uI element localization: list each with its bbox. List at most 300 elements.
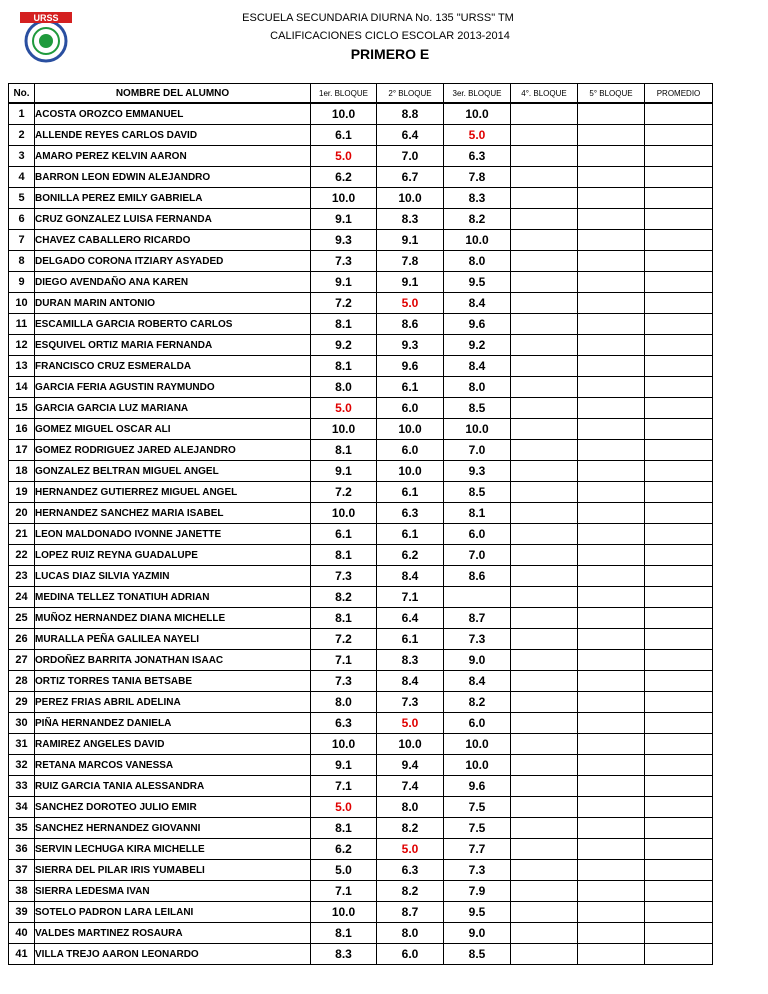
- grade-bloque-4: [511, 923, 578, 944]
- grade-bloque-5: [578, 524, 645, 545]
- student-number: 39: [9, 902, 35, 923]
- grade-bloque-3: 8.4: [444, 356, 511, 377]
- table-row: [9, 335, 713, 356]
- student-name: GARCIA FERIA AGUSTIN RAYMUNDO: [35, 377, 311, 398]
- col-header-bloque-3: 3er. BLOQUE: [444, 84, 511, 104]
- grade-bloque-2: 10.0: [377, 461, 444, 482]
- col-header-bloque-1: 1er. BLOQUE: [311, 84, 377, 104]
- table-row: [9, 209, 713, 230]
- table-row: [9, 398, 713, 419]
- grade-bloque-1: 5.0: [311, 860, 377, 881]
- student-number: 29: [9, 692, 35, 713]
- table-row: [9, 167, 713, 188]
- grade-bloque-2: 8.4: [377, 566, 444, 587]
- grade-bloque-2: 9.4: [377, 755, 444, 776]
- grade-bloque-2: 8.3: [377, 650, 444, 671]
- grade-bloque-2: 7.8: [377, 251, 444, 272]
- grade-bloque-5: [578, 440, 645, 461]
- grade-bloque-1: 8.1: [311, 356, 377, 377]
- student-number: 8: [9, 251, 35, 272]
- grade-bloque-3: 5.0: [444, 125, 511, 146]
- table-row: [9, 524, 713, 545]
- grade-bloque-1: 8.3: [311, 944, 377, 965]
- grade-bloque-5: [578, 629, 645, 650]
- grade-bloque-1: 9.2: [311, 335, 377, 356]
- grade-bloque-1: 8.0: [311, 692, 377, 713]
- grade-bloque-1: 8.1: [311, 545, 377, 566]
- student-number: 33: [9, 776, 35, 797]
- student-number: 31: [9, 734, 35, 755]
- grade-bloque-1: 7.1: [311, 776, 377, 797]
- grade-bloque-3: 8.4: [444, 671, 511, 692]
- grade-bloque-5: [578, 103, 645, 125]
- grade-bloque-2: 5.0: [377, 293, 444, 314]
- grade-bloque-2: 6.4: [377, 125, 444, 146]
- grade-bloque-1: 6.3: [311, 713, 377, 734]
- grade-bloque-1: 5.0: [311, 146, 377, 167]
- grade-promedio: [645, 125, 713, 146]
- grade-bloque-2: 7.0: [377, 146, 444, 167]
- grade-bloque-1: 8.1: [311, 818, 377, 839]
- grade-promedio: [645, 545, 713, 566]
- grade-bloque-1: 6.2: [311, 167, 377, 188]
- grade-promedio: [645, 167, 713, 188]
- grade-bloque-2: 8.2: [377, 818, 444, 839]
- student-name: ESQUIVEL ORTIZ MARIA FERNANDA: [35, 335, 311, 356]
- grade-bloque-5: [578, 209, 645, 230]
- grade-bloque-5: [578, 398, 645, 419]
- grade-promedio: [645, 293, 713, 314]
- grade-bloque-2: 5.0: [377, 839, 444, 860]
- table-row: [9, 713, 713, 734]
- grade-bloque-4: [511, 398, 578, 419]
- student-number: 13: [9, 356, 35, 377]
- grade-promedio: [645, 818, 713, 839]
- student-name: SANCHEZ DOROTEO JULIO EMIR: [35, 797, 311, 818]
- table-row: [9, 923, 713, 944]
- grade-bloque-4: [511, 734, 578, 755]
- grade-bloque-2: 9.1: [377, 272, 444, 293]
- grade-bloque-1: 8.0: [311, 377, 377, 398]
- grade-promedio: [645, 629, 713, 650]
- grade-bloque-2: 8.4: [377, 671, 444, 692]
- grade-promedio: [645, 482, 713, 503]
- student-name: BONILLA PEREZ EMILY GABRIELA: [35, 188, 311, 209]
- grade-bloque-1: 10.0: [311, 734, 377, 755]
- grade-bloque-4: [511, 125, 578, 146]
- grade-bloque-1: 10.0: [311, 188, 377, 209]
- grade-promedio: [645, 524, 713, 545]
- table-row: [9, 230, 713, 251]
- grade-bloque-3: 8.2: [444, 692, 511, 713]
- grade-bloque-3: 9.5: [444, 272, 511, 293]
- grade-promedio: [645, 881, 713, 902]
- grade-bloque-1: 9.3: [311, 230, 377, 251]
- grade-bloque-3: 7.3: [444, 629, 511, 650]
- grade-bloque-3: 7.5: [444, 818, 511, 839]
- grade-bloque-5: [578, 335, 645, 356]
- grade-promedio: [645, 755, 713, 776]
- grade-bloque-4: [511, 776, 578, 797]
- student-number: 11: [9, 314, 35, 335]
- grade-bloque-3: 7.3: [444, 860, 511, 881]
- grade-bloque-1: 8.1: [311, 608, 377, 629]
- grade-promedio: [645, 692, 713, 713]
- grade-bloque-5: [578, 251, 645, 272]
- table-row: [9, 461, 713, 482]
- student-number: 41: [9, 944, 35, 965]
- student-name: SOTELO PADRON LARA LEILANI: [35, 902, 311, 923]
- school-name: ESCUELA SECUNDARIA DIURNA No. 135 "URSS" TM: [242, 12, 514, 24]
- grade-bloque-5: [578, 608, 645, 629]
- student-name: FRANCISCO CRUZ ESMERALDA: [35, 356, 311, 377]
- student-name: CRUZ GONZALEZ LUISA FERNANDA: [35, 209, 311, 230]
- grade-bloque-1: 7.3: [311, 671, 377, 692]
- grade-bloque-1: 7.1: [311, 881, 377, 902]
- grade-bloque-2: 8.7: [377, 902, 444, 923]
- student-number: 40: [9, 923, 35, 944]
- student-number: 38: [9, 881, 35, 902]
- grade-bloque-3: 8.5: [444, 398, 511, 419]
- student-number: 19: [9, 482, 35, 503]
- table-row: [9, 545, 713, 566]
- grade-bloque-3: 8.1: [444, 503, 511, 524]
- grade-promedio: [645, 440, 713, 461]
- grade-bloque-3: 7.0: [444, 440, 511, 461]
- grade-bloque-3: 9.0: [444, 650, 511, 671]
- grade-bloque-2: 6.1: [377, 377, 444, 398]
- grade-bloque-2: 8.8: [377, 103, 444, 125]
- student-number: 20: [9, 503, 35, 524]
- grade-promedio: [645, 608, 713, 629]
- table-row: [9, 293, 713, 314]
- grade-bloque-4: [511, 356, 578, 377]
- grade-promedio: [645, 398, 713, 419]
- grade-promedio: [645, 587, 713, 608]
- grade-bloque-5: [578, 776, 645, 797]
- student-name: RAMIREZ ANGELES DAVID: [35, 734, 311, 755]
- student-number: 34: [9, 797, 35, 818]
- table-row: [9, 839, 713, 860]
- grade-bloque-3: 6.3: [444, 146, 511, 167]
- grade-bloque-2: 8.0: [377, 923, 444, 944]
- table-row: [9, 503, 713, 524]
- grade-bloque-1: 6.1: [311, 524, 377, 545]
- grade-bloque-4: [511, 650, 578, 671]
- grade-bloque-4: [511, 818, 578, 839]
- grade-bloque-4: [511, 755, 578, 776]
- grade-promedio: [645, 944, 713, 965]
- grade-bloque-4: [511, 440, 578, 461]
- table-row: [9, 881, 713, 902]
- student-name: PIÑA HERNANDEZ DANIELA: [35, 713, 311, 734]
- student-number: 14: [9, 377, 35, 398]
- table-row: [9, 419, 713, 440]
- student-number: 18: [9, 461, 35, 482]
- grade-bloque-4: [511, 608, 578, 629]
- table-row: [9, 734, 713, 755]
- grade-bloque-4: [511, 629, 578, 650]
- grade-bloque-5: [578, 419, 645, 440]
- grade-promedio: [645, 839, 713, 860]
- grade-bloque-5: [578, 734, 645, 755]
- grade-bloque-1: 5.0: [311, 797, 377, 818]
- grade-bloque-2: 6.4: [377, 608, 444, 629]
- student-number: 30: [9, 713, 35, 734]
- grade-bloque-2: 8.2: [377, 881, 444, 902]
- grade-bloque-1: 8.1: [311, 314, 377, 335]
- grade-bloque-3: 8.0: [444, 377, 511, 398]
- grade-bloque-5: [578, 692, 645, 713]
- grade-bloque-3: 7.7: [444, 839, 511, 860]
- grade-bloque-4: [511, 671, 578, 692]
- student-name: CHAVEZ CABALLERO RICARDO: [35, 230, 311, 251]
- grade-bloque-4: [511, 482, 578, 503]
- grade-bloque-1: 9.1: [311, 755, 377, 776]
- grade-bloque-3: 8.2: [444, 209, 511, 230]
- grade-bloque-5: [578, 566, 645, 587]
- grade-bloque-4: [511, 881, 578, 902]
- student-number: 4: [9, 167, 35, 188]
- grade-bloque-4: [511, 944, 578, 965]
- grade-bloque-3: 7.0: [444, 545, 511, 566]
- grade-bloque-1: 7.2: [311, 293, 377, 314]
- student-name: SIERRA DEL PILAR IRIS YUMABELI: [35, 860, 311, 881]
- grade-bloque-5: [578, 881, 645, 902]
- grade-bloque-1: 7.2: [311, 629, 377, 650]
- grade-bloque-3: 8.4: [444, 293, 511, 314]
- student-number: 6: [9, 209, 35, 230]
- grade-bloque-1: 10.0: [311, 103, 377, 125]
- table-row: [9, 692, 713, 713]
- grade-promedio: [645, 713, 713, 734]
- student-number: 24: [9, 587, 35, 608]
- grade-bloque-1: 10.0: [311, 503, 377, 524]
- grade-bloque-5: [578, 272, 645, 293]
- student-name: VALDES MARTINEZ ROSAURA: [35, 923, 311, 944]
- grade-bloque-4: [511, 524, 578, 545]
- grade-bloque-5: [578, 482, 645, 503]
- grade-bloque-4: [511, 230, 578, 251]
- student-name: LOPEZ RUIZ REYNA GUADALUPE: [35, 545, 311, 566]
- grade-bloque-5: [578, 944, 645, 965]
- grade-bloque-1: 8.2: [311, 587, 377, 608]
- grade-promedio: [645, 146, 713, 167]
- table-row: [9, 818, 713, 839]
- grade-promedio: [645, 461, 713, 482]
- grade-bloque-5: [578, 377, 645, 398]
- student-name: BARRON LEON EDWIN ALEJANDRO: [35, 167, 311, 188]
- grade-bloque-2: 9.3: [377, 335, 444, 356]
- col-header-no: No.: [9, 84, 35, 104]
- grade-bloque-2: 7.1: [377, 587, 444, 608]
- table-row: [9, 103, 713, 125]
- table-row: [9, 650, 713, 671]
- table-row: [9, 944, 713, 965]
- student-number: 23: [9, 566, 35, 587]
- grade-bloque-1: 9.1: [311, 461, 377, 482]
- grade-bloque-4: [511, 167, 578, 188]
- report-subtitle: CALIFICACIONES CICLO ESCOLAR 2013-2014: [270, 30, 510, 42]
- grade-bloque-2: 6.7: [377, 167, 444, 188]
- grade-bloque-5: [578, 860, 645, 881]
- student-number: 21: [9, 524, 35, 545]
- grade-bloque-5: [578, 230, 645, 251]
- grade-bloque-4: [511, 272, 578, 293]
- grade-bloque-3: 9.3: [444, 461, 511, 482]
- grade-bloque-1: 9.1: [311, 209, 377, 230]
- table-header-row: [9, 84, 713, 104]
- grade-bloque-3: 8.0: [444, 251, 511, 272]
- table-row: [9, 776, 713, 797]
- grade-bloque-3: 8.5: [444, 944, 511, 965]
- student-number: 22: [9, 545, 35, 566]
- grade-bloque-1: 10.0: [311, 902, 377, 923]
- grade-promedio: [645, 377, 713, 398]
- grade-bloque-5: [578, 188, 645, 209]
- student-number: 16: [9, 419, 35, 440]
- grade-promedio: [645, 923, 713, 944]
- grade-bloque-5: [578, 587, 645, 608]
- grade-bloque-3: 8.3: [444, 188, 511, 209]
- grade-bloque-4: [511, 335, 578, 356]
- grade-bloque-4: [511, 377, 578, 398]
- group-title: PRIMERO E: [350, 46, 430, 62]
- student-name: MUÑOZ HERNANDEZ DIANA MICHELLE: [35, 608, 311, 629]
- grade-bloque-2: 6.2: [377, 545, 444, 566]
- grade-bloque-4: [511, 461, 578, 482]
- student-name: AMARO PEREZ KELVIN AARON: [35, 146, 311, 167]
- grades-table: [8, 83, 713, 965]
- student-number: 35: [9, 818, 35, 839]
- student-name: PEREZ FRIAS ABRIL ADELINA: [35, 692, 311, 713]
- grade-promedio: [645, 734, 713, 755]
- student-name: GOMEZ MIGUEL OSCAR ALI: [35, 419, 311, 440]
- student-number: 12: [9, 335, 35, 356]
- student-number: 1: [9, 103, 35, 125]
- grade-bloque-5: [578, 650, 645, 671]
- student-number: 32: [9, 755, 35, 776]
- grade-promedio: [645, 503, 713, 524]
- grade-promedio: [645, 776, 713, 797]
- grade-bloque-5: [578, 356, 645, 377]
- grade-bloque-4: [511, 419, 578, 440]
- grade-bloque-1: 10.0: [311, 419, 377, 440]
- student-name: ORDOÑEZ BARRITA JONATHAN ISAAC: [35, 650, 311, 671]
- grade-bloque-4: [511, 314, 578, 335]
- grade-bloque-3: 10.0: [444, 103, 511, 125]
- table-row: [9, 482, 713, 503]
- grade-bloque-4: [511, 692, 578, 713]
- table-row: [9, 629, 713, 650]
- grade-bloque-1: 7.2: [311, 482, 377, 503]
- grade-bloque-4: [511, 251, 578, 272]
- student-number: 3: [9, 146, 35, 167]
- grade-bloque-2: 6.1: [377, 524, 444, 545]
- grade-bloque-5: [578, 818, 645, 839]
- student-name: SERVIN LECHUGA KIRA MICHELLE: [35, 839, 311, 860]
- grade-bloque-2: 10.0: [377, 419, 444, 440]
- student-name: DELGADO CORONA ITZIARY ASYADED: [35, 251, 311, 272]
- student-number: 2: [9, 125, 35, 146]
- grade-bloque-5: [578, 146, 645, 167]
- grade-promedio: [645, 566, 713, 587]
- grade-bloque-2: 10.0: [377, 188, 444, 209]
- grade-bloque-2: 5.0: [377, 713, 444, 734]
- grade-bloque-2: 8.3: [377, 209, 444, 230]
- grade-promedio: [645, 335, 713, 356]
- grade-bloque-4: [511, 713, 578, 734]
- grade-bloque-1: 9.1: [311, 272, 377, 293]
- grade-bloque-2: 8.6: [377, 314, 444, 335]
- student-name: HERNANDEZ SANCHEZ MARIA ISABEL: [35, 503, 311, 524]
- grade-promedio: [645, 650, 713, 671]
- grade-bloque-3: 7.9: [444, 881, 511, 902]
- grade-bloque-4: [511, 103, 578, 125]
- grade-promedio: [645, 103, 713, 125]
- grade-bloque-5: [578, 293, 645, 314]
- grade-promedio: [645, 356, 713, 377]
- table-row: [9, 608, 713, 629]
- col-header-bloque-4: 4°. BLOQUE: [511, 84, 578, 104]
- student-number: 9: [9, 272, 35, 293]
- logo-text: URSS: [33, 13, 59, 23]
- grade-bloque-5: [578, 839, 645, 860]
- grade-promedio: [645, 797, 713, 818]
- grade-bloque-4: [511, 839, 578, 860]
- grade-bloque-3: 9.6: [444, 314, 511, 335]
- student-name: ESCAMILLA GARCIA ROBERTO CARLOS: [35, 314, 311, 335]
- grade-bloque-1: 7.3: [311, 566, 377, 587]
- grade-bloque-3: 10.0: [444, 734, 511, 755]
- grade-bloque-5: [578, 167, 645, 188]
- grade-bloque-1: 6.2: [311, 839, 377, 860]
- grade-bloque-4: [511, 293, 578, 314]
- grade-bloque-3: 10.0: [444, 755, 511, 776]
- grade-bloque-2: 6.1: [377, 629, 444, 650]
- grade-bloque-5: [578, 503, 645, 524]
- grade-bloque-4: [511, 566, 578, 587]
- grade-bloque-4: [511, 188, 578, 209]
- grade-bloque-1: 7.1: [311, 650, 377, 671]
- student-name: MURALLA PEÑA GALILEA NAYELI: [35, 629, 311, 650]
- table-row: [9, 314, 713, 335]
- student-number: 17: [9, 440, 35, 461]
- student-name: RUIZ GARCIA TANIA ALESSANDRA: [35, 776, 311, 797]
- grades-body: [9, 103, 713, 965]
- grade-bloque-5: [578, 713, 645, 734]
- grade-bloque-2: 9.6: [377, 356, 444, 377]
- student-name: HERNANDEZ GUTIERREZ MIGUEL ANGEL: [35, 482, 311, 503]
- student-number: 28: [9, 671, 35, 692]
- grade-bloque-4: [511, 146, 578, 167]
- grade-bloque-5: [578, 461, 645, 482]
- grade-bloque-4: [511, 209, 578, 230]
- grade-promedio: [645, 209, 713, 230]
- student-number: 15: [9, 398, 35, 419]
- student-number: 10: [9, 293, 35, 314]
- grade-promedio: [645, 860, 713, 881]
- student-name: SANCHEZ HERNANDEZ GIOVANNI: [35, 818, 311, 839]
- grade-promedio: [645, 902, 713, 923]
- grade-bloque-3: 8.7: [444, 608, 511, 629]
- student-number: 25: [9, 608, 35, 629]
- student-name: MEDINA TELLEZ TONATIUH ADRIAN: [35, 587, 311, 608]
- grade-bloque-3: 8.5: [444, 482, 511, 503]
- col-header-bloque-5: 5° BLOQUE: [578, 84, 645, 104]
- grade-bloque-3: 7.8: [444, 167, 511, 188]
- student-name: GOMEZ RODRIGUEZ JARED ALEJANDRO: [35, 440, 311, 461]
